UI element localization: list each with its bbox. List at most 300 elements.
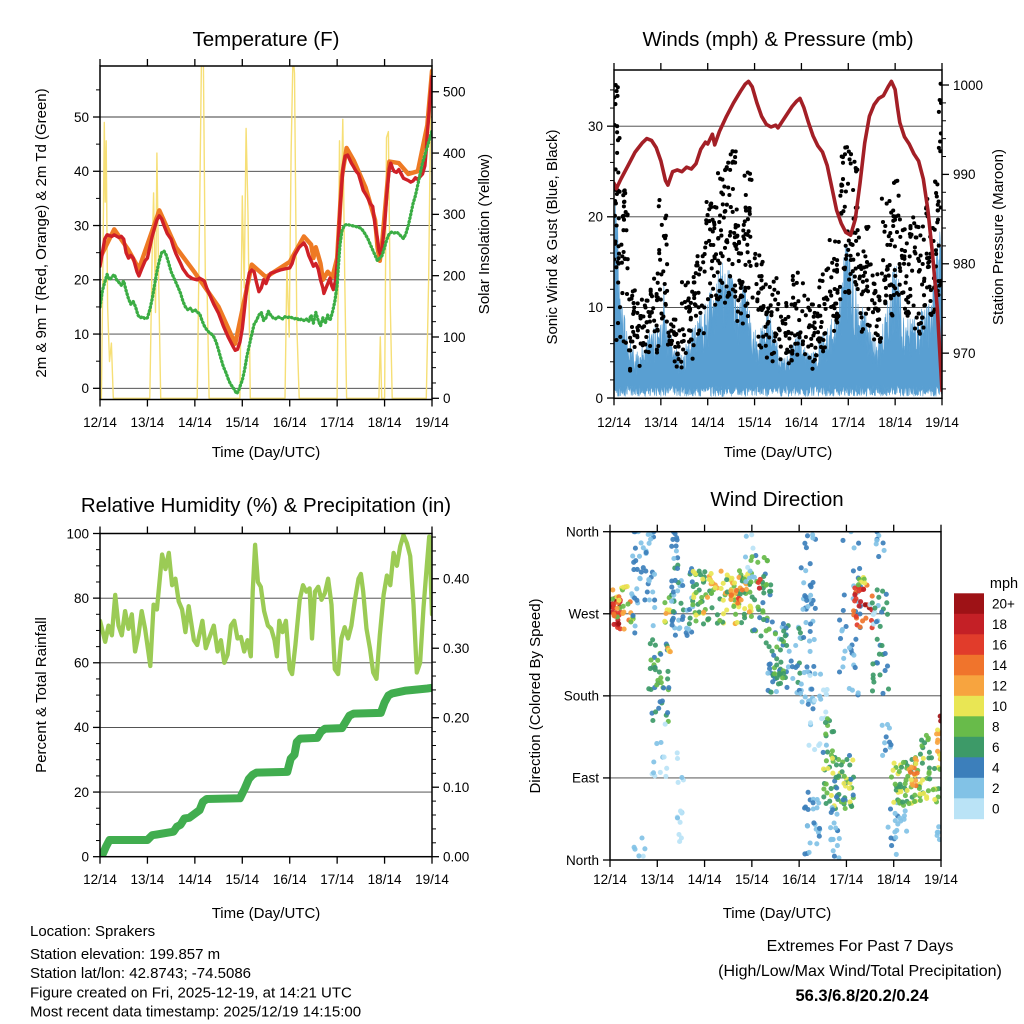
- gust-dot: [713, 205, 717, 209]
- wind-dot: [650, 589, 655, 594]
- gust-dot: [716, 171, 720, 175]
- y-tick-label-left: 20: [73, 784, 89, 800]
- gust-dot: [890, 238, 894, 242]
- gust-dot: [656, 344, 660, 348]
- gust-dot: [934, 252, 938, 256]
- gust-dot: [838, 285, 842, 289]
- gust-dot: [789, 358, 793, 362]
- wind-dot: [774, 689, 779, 694]
- wind-dot: [848, 777, 853, 782]
- wind-dot: [679, 775, 684, 780]
- gust-dot: [655, 323, 659, 327]
- x-tick-label: 19/14: [415, 872, 449, 887]
- wind-dot: [837, 618, 842, 623]
- wind-dot: [812, 698, 817, 703]
- gust-dot: [744, 232, 748, 236]
- humidity-title: Relative Humidity (%) & Precipitation (in): [80, 494, 452, 517]
- direction-tick-label: South: [563, 688, 599, 704]
- gust-dot: [625, 292, 629, 296]
- wind-dot: [647, 597, 652, 602]
- colorbar-swatch: [954, 737, 984, 758]
- gust-dot: [853, 275, 857, 279]
- gust-dot: [665, 243, 669, 247]
- gust-dot: [813, 346, 817, 350]
- gust-dot: [628, 336, 632, 340]
- wind-dot: [779, 637, 784, 642]
- gust-dot: [908, 287, 912, 291]
- gust-dot: [725, 284, 729, 288]
- gust-dot: [723, 209, 727, 213]
- wind-dot: [768, 589, 773, 594]
- wind-dot: [739, 597, 744, 602]
- wind-dot: [678, 809, 683, 814]
- gust-dot: [727, 193, 731, 197]
- wind-dot: [750, 595, 755, 600]
- wind-dot: [860, 618, 865, 623]
- gust-dot: [861, 249, 865, 253]
- gust-dot: [655, 298, 659, 302]
- gust-dot: [615, 130, 619, 134]
- gust-dot: [748, 235, 752, 239]
- gust-dot: [797, 318, 801, 322]
- colorbar-label: 6: [992, 739, 1000, 755]
- wind-dot: [693, 613, 698, 618]
- gust-dot: [937, 284, 941, 288]
- gust-dot: [783, 322, 787, 326]
- wind-dot: [761, 590, 766, 595]
- wind-dot: [617, 598, 622, 603]
- gust-dot: [739, 251, 743, 255]
- gust-dot: [841, 161, 845, 165]
- gust-dot: [692, 280, 696, 284]
- gust-dot: [725, 165, 729, 169]
- wind-dot: [830, 771, 835, 776]
- wind-dot: [831, 848, 836, 853]
- gust-dot: [684, 306, 688, 310]
- wind-dot: [778, 681, 783, 686]
- wind-dot: [918, 798, 923, 803]
- gust-dot: [622, 218, 626, 222]
- wind-dot: [926, 755, 931, 760]
- gust-dot: [928, 285, 932, 289]
- gust-dot: [857, 235, 861, 239]
- gust-dot: [831, 304, 835, 308]
- wind-dot: [674, 548, 679, 553]
- wind-dot: [803, 620, 808, 625]
- wind-dot: [811, 664, 816, 669]
- gust-dot: [854, 239, 858, 243]
- gust-dot: [694, 314, 698, 318]
- temperature-series: [100, 55, 432, 398]
- gust-dot: [707, 219, 711, 223]
- gust-dot: [615, 94, 619, 98]
- gust-dot: [816, 330, 820, 334]
- gust-dot: [655, 328, 659, 332]
- gust-dot: [891, 208, 895, 212]
- wind-dot: [909, 777, 914, 782]
- gust-dot: [772, 339, 776, 343]
- gust-dot: [775, 307, 779, 311]
- wind-dot: [621, 585, 626, 590]
- wind-dot: [655, 658, 660, 663]
- wind-dot: [883, 748, 888, 753]
- wind-direction-dots: [609, 529, 943, 860]
- gust-dot: [757, 253, 761, 257]
- gust-dot: [907, 262, 911, 266]
- wind-dot: [884, 600, 889, 605]
- gust-dot: [933, 180, 937, 184]
- y-tick-label-right: 0: [443, 391, 451, 407]
- gust-dot: [883, 299, 887, 303]
- gust-dot: [856, 252, 860, 256]
- gust-dot: [917, 270, 921, 274]
- gust-dot: [835, 320, 839, 324]
- wind-dot: [875, 587, 880, 592]
- y-tick-label-left: 20: [73, 272, 89, 288]
- gust-dot: [648, 320, 652, 324]
- wind-dot: [927, 776, 932, 781]
- wind-dot: [634, 598, 639, 603]
- gust-dot: [726, 161, 730, 165]
- gust-dot: [881, 258, 885, 262]
- gust-dot: [753, 252, 757, 256]
- gust-dot: [921, 224, 925, 228]
- wind-dot: [839, 762, 844, 767]
- wind-dot: [892, 829, 897, 834]
- temperature-title: Temperature (F): [192, 28, 340, 51]
- wind-dot: [932, 797, 937, 802]
- gust-dot: [926, 265, 930, 269]
- gust-dot: [771, 359, 775, 363]
- wind-dot: [686, 627, 691, 632]
- gust-dot: [684, 351, 688, 355]
- wind-dot: [861, 587, 866, 592]
- gust-dot: [655, 348, 659, 352]
- gust-dot: [893, 244, 897, 248]
- colorbar-label: 8: [992, 719, 1000, 735]
- x-tick-label: 13/14: [640, 872, 675, 887]
- colorbar-swatch: [954, 757, 984, 778]
- wind-dot: [784, 643, 789, 648]
- gust-dot: [790, 352, 794, 356]
- wind-dot: [680, 614, 685, 619]
- wind-dot: [774, 644, 779, 649]
- wind-dot: [662, 619, 667, 624]
- wind-dot: [709, 605, 714, 610]
- wind-dot: [835, 843, 840, 848]
- gust-dot: [903, 307, 907, 311]
- gust-dot: [721, 202, 725, 206]
- wind-dot: [740, 587, 745, 592]
- wind-dot: [765, 671, 770, 676]
- gust-dot: [749, 264, 753, 268]
- gust-dot: [820, 320, 824, 324]
- gust-dot: [859, 315, 863, 319]
- wind-dot: [701, 610, 706, 615]
- extremes-block: [718, 938, 1002, 1005]
- wind-dot: [669, 585, 674, 590]
- x-tick-label: 12/14: [83, 415, 117, 430]
- gust-dot: [770, 293, 774, 297]
- wind-dot: [877, 652, 882, 657]
- wind-dot: [642, 846, 647, 851]
- gust-dot: [644, 335, 648, 339]
- wind-dot: [913, 756, 918, 761]
- wind-dot: [817, 694, 822, 699]
- gust-dot: [755, 297, 759, 301]
- wind-dot: [638, 576, 643, 581]
- gust-dot: [707, 207, 711, 211]
- gust-dot: [754, 282, 758, 286]
- wind-dot: [870, 661, 875, 666]
- extremes-values: 56.3/6.8/20.2/0.24: [795, 987, 929, 1005]
- gust-dot: [725, 240, 729, 244]
- wind-dot: [642, 597, 647, 602]
- gust-dot: [668, 339, 672, 343]
- gust-dot: [919, 321, 923, 325]
- gust-dot: [812, 315, 816, 319]
- gust-dot: [730, 262, 734, 266]
- gust-dot: [672, 332, 676, 336]
- gust-dot: [846, 182, 850, 186]
- gust-dot: [875, 272, 879, 276]
- wind-dot: [664, 766, 669, 771]
- gust-dot: [712, 254, 716, 258]
- y-tick-label-left: 80: [73, 590, 89, 606]
- gust-dot: [793, 342, 797, 346]
- gust-dot: [648, 344, 652, 348]
- colorbar-swatch: [954, 655, 984, 676]
- wind-dot: [732, 580, 737, 585]
- colorbar-swatch: [954, 696, 984, 717]
- gust-dot: [718, 177, 722, 181]
- gust-dot: [727, 291, 731, 295]
- gust-dot: [847, 291, 851, 295]
- gust-dot: [891, 284, 895, 288]
- gust-dot: [909, 233, 913, 237]
- wind-dot: [675, 756, 680, 761]
- x-tick-label: 18/14: [878, 415, 913, 430]
- wind-dot: [654, 682, 659, 687]
- wind-dot: [884, 734, 889, 739]
- gust-dot: [897, 194, 901, 198]
- gust-dot: [804, 335, 808, 339]
- wind-dot: [620, 611, 625, 616]
- wind-dot: [806, 807, 811, 812]
- gust-dot: [738, 295, 742, 299]
- gust-dot: [694, 271, 698, 275]
- wind-dot: [790, 676, 795, 681]
- wind-dot: [721, 581, 726, 586]
- gust-dot: [843, 205, 847, 209]
- gust-dot: [757, 291, 761, 295]
- y-tick-label-left: 100: [66, 526, 89, 542]
- wind-dot: [658, 652, 663, 657]
- wind-dot: [880, 723, 885, 728]
- wind-dot: [643, 569, 648, 574]
- winds-ylabel-left: Sonic Wind & Gust (Blue, Black): [544, 129, 561, 345]
- gust-dot: [890, 312, 894, 316]
- x-tick-label: 18/14: [367, 872, 402, 887]
- gust-dot: [709, 294, 713, 298]
- gust-dot: [614, 338, 618, 342]
- gust-dot: [682, 339, 686, 343]
- wind-dot: [808, 593, 813, 598]
- gust-dot: [643, 303, 647, 307]
- wind-dot: [669, 544, 674, 549]
- wind-dot: [877, 672, 882, 677]
- gust-dot: [651, 306, 655, 310]
- wind-dot: [729, 593, 734, 598]
- wind-dot: [903, 808, 908, 813]
- gust-dot: [844, 257, 848, 261]
- wind-dot: [852, 592, 857, 597]
- wind-dot: [660, 698, 665, 703]
- wind-dot: [829, 793, 834, 798]
- x-tick-label: 18/14: [876, 872, 911, 887]
- wind-dot: [847, 799, 852, 804]
- gust-dot: [718, 213, 722, 217]
- gust-dot: [866, 225, 870, 229]
- gust-dot: [692, 275, 696, 279]
- wind-dot: [745, 565, 750, 570]
- wind-dot: [900, 800, 905, 805]
- wind-dot: [856, 541, 861, 546]
- gust-dot: [681, 327, 685, 331]
- gust-dot: [921, 262, 925, 266]
- direction-tick-label: North: [565, 524, 599, 540]
- wind-dot: [663, 611, 668, 616]
- gust-dot: [773, 298, 777, 302]
- gust-dot: [938, 98, 942, 102]
- wind-dot: [767, 662, 772, 667]
- x-tick-label: 12/14: [83, 872, 117, 887]
- plot-frame: [100, 534, 432, 857]
- gust-dot: [648, 311, 652, 315]
- gust-dot: [704, 241, 708, 245]
- gust-dot: [689, 329, 693, 333]
- gust-dot: [727, 258, 731, 262]
- wind-dot: [841, 656, 846, 661]
- wind-dot: [825, 766, 830, 771]
- gust-dot: [851, 258, 855, 262]
- gust-dot: [891, 219, 895, 223]
- gust-dot: [718, 278, 722, 282]
- gust-dot: [723, 301, 727, 305]
- gust-dot: [784, 334, 788, 338]
- wind-dot: [814, 841, 819, 846]
- gust-dot: [871, 273, 875, 277]
- wind-dot: [894, 852, 899, 857]
- wind-dot: [851, 653, 856, 658]
- gust-dot: [817, 285, 821, 289]
- wind-dot: [807, 673, 812, 678]
- gust-dot: [865, 278, 869, 282]
- gust-dot: [817, 304, 821, 308]
- gust-dot: [779, 357, 783, 361]
- direction-tick-label: North: [565, 852, 599, 868]
- gust-dot: [778, 328, 782, 332]
- wind-dot: [803, 694, 808, 699]
- wind-dot: [811, 800, 816, 805]
- gust-dot: [617, 256, 621, 260]
- wind-dot: [856, 582, 861, 587]
- gust-dot: [657, 251, 661, 255]
- gust-dot: [767, 335, 771, 339]
- gust-dot: [937, 279, 941, 283]
- gust-dot: [820, 279, 824, 283]
- x-tick-label: 15/14: [737, 415, 772, 430]
- wind-dot: [821, 750, 826, 755]
- gust-dot: [708, 203, 712, 207]
- wind-dot: [897, 769, 902, 774]
- wind-dot: [734, 588, 739, 593]
- gust-dot: [828, 238, 832, 242]
- gust-dot: [777, 337, 781, 341]
- gust-dot: [713, 303, 717, 307]
- gust-dot: [632, 305, 636, 309]
- colorbar-swatch: [954, 716, 984, 737]
- gust-dot: [923, 303, 927, 307]
- wind-dot: [830, 748, 835, 753]
- gust-dot: [719, 251, 723, 255]
- gust-dot: [905, 241, 909, 245]
- gust-dot: [743, 263, 747, 267]
- gust-dot: [748, 172, 752, 176]
- gust-dot: [808, 308, 812, 312]
- gust-dot: [882, 278, 886, 282]
- wind-dot: [832, 820, 837, 825]
- gust-dot: [669, 322, 673, 326]
- wind-dot: [674, 543, 679, 548]
- wind-dot: [641, 545, 646, 550]
- wind-dot: [665, 710, 670, 715]
- gust-dot: [743, 174, 747, 178]
- gust-dot: [936, 218, 940, 222]
- gust-dot: [635, 311, 639, 315]
- gust-dot: [716, 297, 720, 301]
- wind-dot: [927, 770, 932, 775]
- gust-dot: [818, 314, 822, 318]
- wind-dot: [837, 669, 842, 674]
- wind-dot: [658, 770, 663, 775]
- wind-dot: [694, 590, 699, 595]
- gust-dot: [934, 191, 938, 195]
- wind-dot: [687, 621, 692, 626]
- wind-dot: [834, 794, 839, 799]
- wind-dot: [834, 775, 839, 780]
- gust-dot: [833, 239, 837, 243]
- gust-dot: [708, 227, 712, 231]
- wind-dot: [671, 556, 676, 561]
- y-tick-label-right: 990: [953, 167, 976, 183]
- wind-dot: [829, 786, 834, 791]
- y-tick-label-right: 1000: [953, 77, 984, 93]
- gust-dot: [851, 188, 855, 192]
- gust-dot: [926, 261, 930, 265]
- y-tick-label-left: 10: [73, 326, 89, 342]
- gust-dot: [743, 304, 747, 308]
- gust-dot: [871, 310, 875, 314]
- wind-dot: [812, 637, 817, 642]
- wind-dot: [921, 756, 926, 761]
- gust-dot: [935, 194, 939, 198]
- total-rainfall: [100, 688, 432, 857]
- gust-dot: [844, 189, 848, 193]
- gust-dot: [779, 315, 783, 319]
- wind-dot: [808, 720, 813, 725]
- y-tick-label-left: 20: [587, 209, 603, 225]
